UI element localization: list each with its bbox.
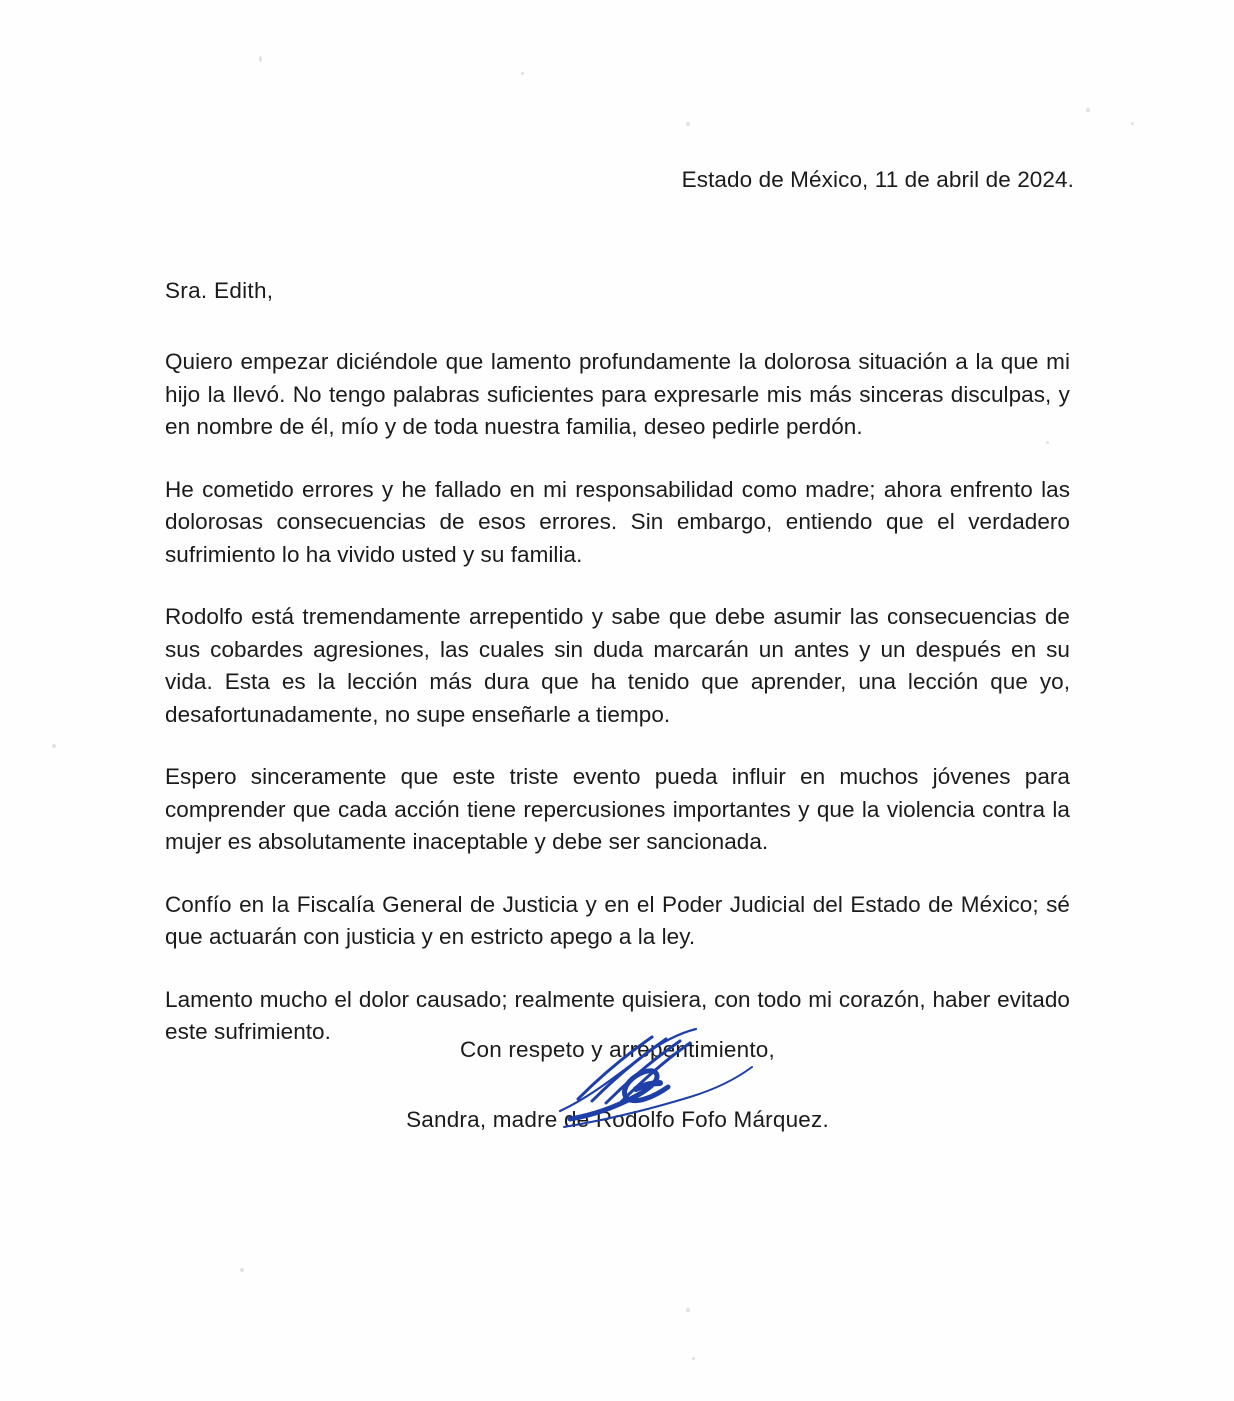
paragraph-1: Quiero empezar diciéndole que lamento profundamente la dolorosa situación a la que mi hijo la llevó. No tengo palabras suficientes para expresarle mis más sinceras disculpas, y en nombre de él, mío y de toda nuestra familia, deseo pedirle perdón. xyxy=(165,349,1070,439)
paragraph-4: Espero sinceramente que este triste evento pueda influir en muchos jóvenes para comprender que cada acción tiene repercusiones importantes y que la violencia contra la mujer es absolutamente inaceptable y debe ser sancionada. xyxy=(165,764,1070,854)
letter-closing xyxy=(165,1037,1070,1133)
paragraph-2: He cometido errores y he fallado en mi responsabilidad como madre; ahora enfrento las dolorosas consecuencias de esos errores. Sin embargo, entiendo que el verdadero sufrimiento lo ha vivido usted y su familia. xyxy=(165,476,1070,567)
signer-name: Sandra, madre de Rodolfo Fofo Márquez. xyxy=(406,1107,829,1132)
paragraph-3: Rodolfo está tremendamente arrepentido y sabe que debe asumir las consecuencias de sus cobardes agresiones, las cuales sin duda marcarán un antes y un después en su vida. Esta es la lección más dura que ha tenido que aprender, una lección que yo, desafortunadamente, no supe enseñarle a tiempo. xyxy=(165,604,1070,727)
paragraph-5: Confío en la Fiscalía General de Justicia y en el Poder Judicial del Estado de México; sé que actuarán con justicia y en estricto apego a la ley. xyxy=(165,891,1070,949)
salutation: Sra. Edith, xyxy=(165,278,274,303)
date-line: Estado de México, 11 de abril de 2024. xyxy=(681,167,1074,192)
paragraph-6: Lamento mucho el dolor causado; realmente quisiera, con todo mi corazón, haber evitado este sufrimiento. xyxy=(165,986,1070,1044)
letter-body xyxy=(165,278,1070,1049)
closing-line: Con respeto y arrepentimiento, xyxy=(460,1037,775,1062)
